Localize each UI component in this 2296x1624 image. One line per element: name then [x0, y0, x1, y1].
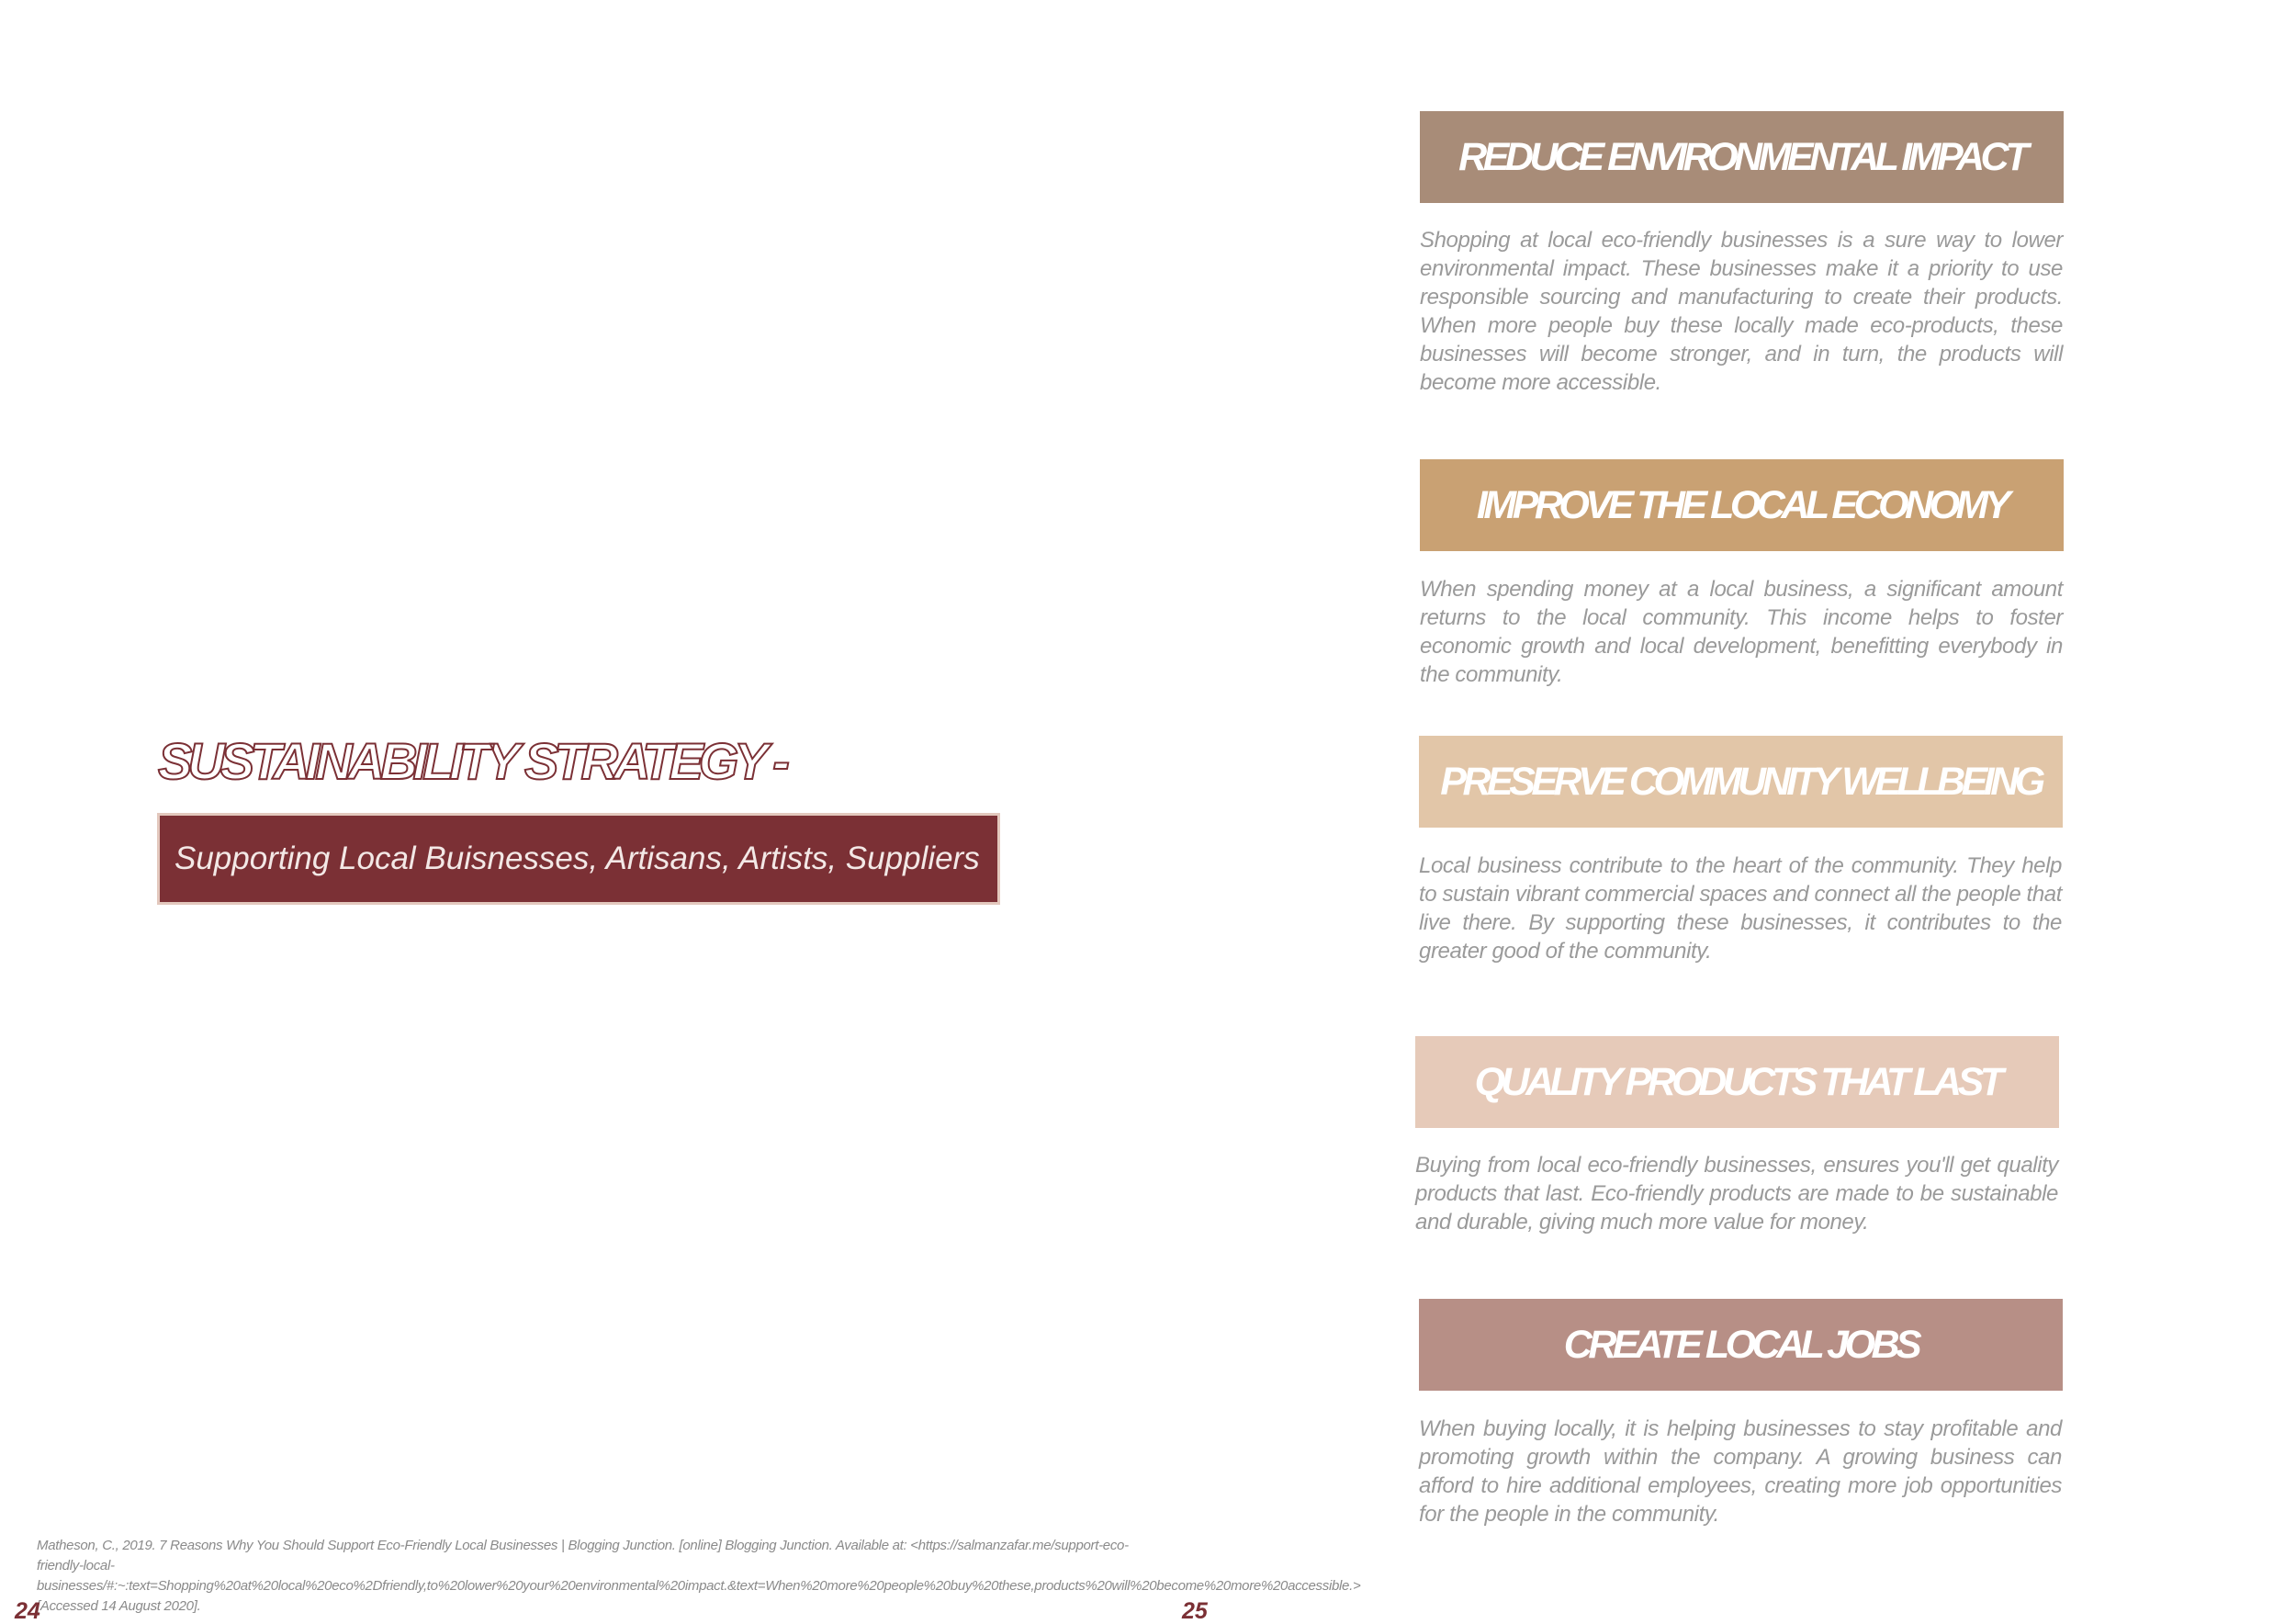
section-header-quality-products: [1415, 1036, 2059, 1128]
section-heading: PRESERVE COMMUNITY WELLBEING: [1440, 759, 2042, 804]
subtitle-banner: [157, 813, 1000, 905]
section-body-reduce-environmental-impact: Shopping at local eco-friendly businesses is a sure way to lower environmental impact. These businesses make it a priority to use responsible sourcing and manufacturing to create their products. When more people buy these locally made eco-products, these businesses will become stronger, and in turn, the products will become more accessible.: [1420, 228, 2063, 395]
section-header-preserve-community-wellbeing: [1419, 736, 2063, 828]
page-number-left: 24: [15, 1598, 40, 1624]
section-body-preserve-community-wellbeing: Local business contribute to the heart of the community. They help to sustain vibrant commercial spaces and connect all the people that live there. By supporting these businesses, it contributes to the greater good of the community.: [1419, 853, 2062, 964]
subtitle-text: Supporting Local Buisnesses, Artisans, Artists, Suppliers: [174, 840, 980, 876]
section-heading: IMPROVE THE LOCAL ECONOMY: [1476, 482, 2008, 527]
strategy-title: SUSTAINABILITY STRATEGY -: [158, 732, 785, 790]
section-body-quality-products: Buying from local eco-friendly businesses, ensures you'll get quality products that last. Eco-friendly products are made to be sustainable and durable, giving much more value for money.: [1415, 1153, 2058, 1235]
section-header-create-local-jobs: [1419, 1299, 2063, 1391]
citation-reference: Matheson, C., 2019. 7 Reasons Why You Should Support Eco-Friendly Local Businesses | Blogging Junction. [online] Blogging Junction. Available at: <https://salmanzafar.me/support-eco-friendly-local-businesses/#:~:text=Shopping%20at%20local%20eco%2Dfriendly,to%20lower%20your%20environmental%20impact.&text=When%20more%20people%20buy%20these,products%20will%20become%20more%20accessible.> [Accessed 14 August 2020].: [37, 1538, 1361, 1614]
section-heading: QUALITY PRODUCTS THAT LAST: [1474, 1059, 2000, 1104]
section-body-improve-local-economy: When spending money at a local business, a significant amount returns to the local community. This income helps to foster economic growth and local development, benefitting everybody in the community.: [1420, 577, 2063, 687]
section-header-reduce-environmental-impact: [1420, 111, 2064, 203]
section-heading: REDUCE ENVIRONMENTAL IMPACT: [1458, 134, 2025, 179]
section-heading: CREATE LOCAL JOBS: [1563, 1322, 1919, 1367]
section-body-create-local-jobs: When buying locally, it is helping businesses to stay profitable and promoting growth within the company. A growing business can afford to hire additional employees, creating more job opportunities for the people in the community.: [1419, 1416, 2062, 1527]
section-header-improve-local-economy: [1420, 459, 2064, 551]
page-number-right: 25: [1182, 1598, 1208, 1624]
